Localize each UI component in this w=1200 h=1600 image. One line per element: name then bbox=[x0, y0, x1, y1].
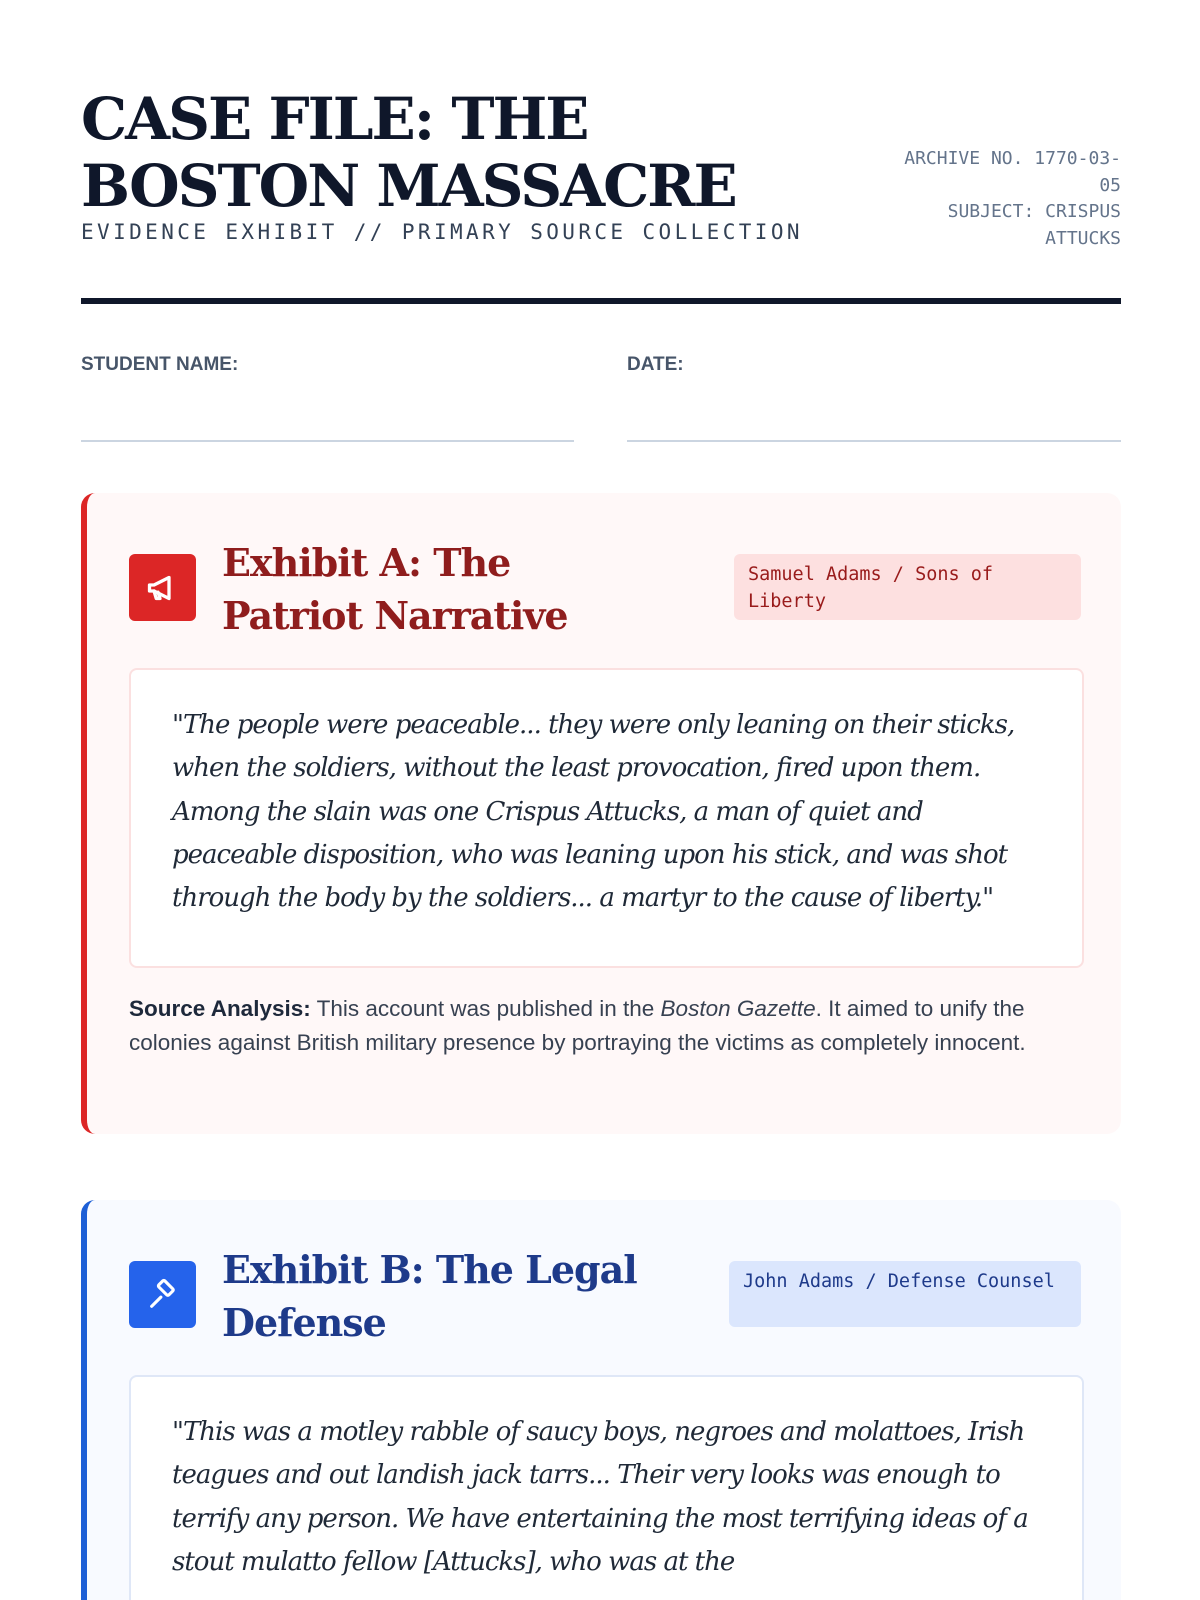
exhibit-b-quote: "This was a motley rabble of saucy boys, negroes and molattoes, Irish teagues and out landish jack tarrs... Their very looks was enough to terrify any person. We have entertaining the most terrifying ideas of a stout mulatto fellow [Attucks], who was at the bbox=[172, 1417, 1028, 1577]
gavel-icon bbox=[129, 1261, 196, 1328]
student-name-label: STUDENT NAME: bbox=[81, 354, 239, 375]
date-label: DATE: bbox=[627, 354, 684, 375]
exhibit-a-quote-box bbox=[129, 668, 1084, 968]
exhibit-a-title: Exhibit A: The Patriot Narrative bbox=[222, 540, 568, 638]
archive-number: ARCHIVE NO. 1770-03-05 bbox=[904, 148, 1121, 196]
megaphone-icon bbox=[129, 554, 196, 621]
exhibit-a-source-badge: Samuel Adams / Sons of Liberty bbox=[734, 554, 1081, 620]
exhibit-b-quote-box bbox=[129, 1375, 1084, 1600]
exhibit-b-source-badge: John Adams / Defense Counsel bbox=[729, 1261, 1081, 1327]
archive-metadata bbox=[891, 146, 1121, 252]
exhibit-b-card bbox=[81, 1200, 1121, 1600]
archive-subject: SUBJECT: CRISPUS ATTUCKS bbox=[947, 201, 1121, 249]
analysis-text-before: This account was published in the bbox=[310, 996, 661, 1021]
exhibit-a-analysis bbox=[129, 992, 1089, 1059]
exhibit-a-quote: "The people were peaceable... they were only leaning on their sticks, when the soldiers, without the least provocation, fired upon them. Among the slain was one Crispus Attucks, a man of quiet and peaceable disposition, who was leaning upon his stick, and was shot through the body by the soldiers... a martyr to the cause of liberty." bbox=[172, 710, 1015, 914]
student-name-field[interactable] bbox=[81, 354, 574, 442]
analysis-text-after: . It aimed to unify the colonies against British military presence by portraying the victims as completely innocent. bbox=[129, 996, 1026, 1055]
source-analysis-label: Source Analysis: bbox=[129, 996, 311, 1021]
exhibit-b-title: Exhibit B: The Legal Defense bbox=[222, 1247, 637, 1345]
case-file-header bbox=[81, 86, 1121, 304]
page-subtitle: EVIDENCE EXHIBIT // PRIMARY SOURCE COLLECTION bbox=[81, 220, 803, 244]
exhibit-a-card bbox=[81, 493, 1121, 1134]
page-title: CASE FILE: THE BOSTON MASSACRE bbox=[81, 85, 736, 220]
date-field[interactable] bbox=[627, 354, 1121, 442]
publication-name: Boston Gazette bbox=[660, 996, 816, 1021]
